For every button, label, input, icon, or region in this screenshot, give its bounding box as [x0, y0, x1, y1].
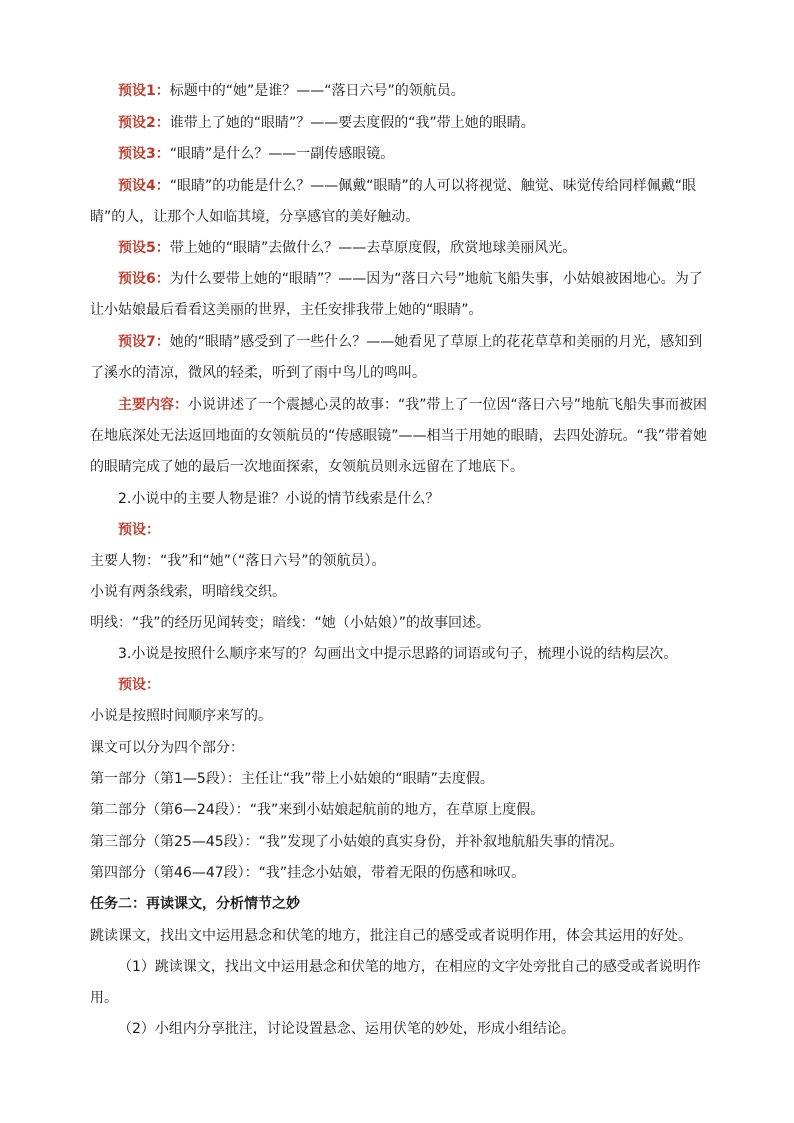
task-2-intro: 跳读课文，找出文中运用悬念和伏笔的地方，批注自己的感受或者说明作用，体会其运用的好处。 [90, 928, 692, 944]
q2-preset-label: 预设： [118, 522, 160, 538]
preset-1 [90, 76, 710, 107]
preset-2 [90, 108, 710, 139]
preset-6 [90, 264, 710, 326]
q3-part-1: 第一部分（第1—5段）：主任让“我”带上小姑娘的“眼睛”去度假。 [90, 771, 494, 787]
preset-label: 预设1： [118, 83, 170, 99]
preset-label: 预设2： [118, 115, 170, 131]
question-3: 3.小说是按照什么顺序来写的？勾画出文中提示思路的词语或句子，梳理小说的结构层次。 [118, 646, 678, 662]
preset-text: 标题中的“她”是谁？——“落日六号”的领航员。 [169, 83, 465, 99]
preset-text: 带上她的“眼睛”去做什么？——去草原度假，欣赏地球美丽风光。 [169, 240, 577, 256]
q2-line-bright-dark: 明线：“我”的经历见闻转变；暗线：“她（小姑娘）”的故事回述。 [90, 615, 491, 631]
preset-7 [90, 327, 710, 389]
preset-text: “眼睛”是什么？——一副传感眼镜。 [169, 146, 395, 162]
preset-4 [90, 171, 710, 233]
q2-line-clues: 小说有两条线索，明暗线交织。 [90, 584, 286, 600]
preset-label: 预设7： [118, 334, 170, 350]
q3-line-four-parts: 课文可以分为四个部分： [90, 740, 244, 756]
preset-label: 预设5： [118, 240, 170, 256]
main-content [90, 390, 710, 483]
preset-text: 为什么要带上她的“眼睛”？——因为“落日六号”地航飞船失事，小姑娘被困地心。为了让小姑娘最后看看这美丽的世界，主任安排我带上她的“眼睛”。 [90, 271, 703, 318]
preset-5 [90, 233, 710, 264]
q2-line-characters: 主要人物：“我”和“她”（“落日六号”的领航员）。 [90, 553, 386, 569]
question-2: 2.小说中的主要人物是谁？小说的情节线索是什么？ [118, 491, 440, 507]
main-content-label: 主要内容： [118, 397, 188, 413]
q3-part-4: 第四部分（第46—47段）：“我”挂念小姑娘，带着无限的伤感和咏叹。 [90, 865, 526, 881]
q3-preset-label: 预设： [118, 677, 160, 693]
preset-3 [90, 139, 710, 170]
preset-text: 她的“眼睛”感受到了一些什么？——她看见了草原上的花花草草和美丽的月光，感知到了溪水的清凉，微风的轻柔，听到了雨中鸟儿的鸣叫。 [90, 334, 703, 381]
task-2-step-2: （2）小组内分享批注，讨论设置悬念、运用伏笔的妙处，形成小组结论。 [118, 1021, 575, 1037]
preset-text: 谁带上了她的“眼睛”？——要去度假的“我”带上她的眼睛。 [169, 115, 535, 131]
preset-label: 预设6： [118, 271, 170, 287]
q3-part-2: 第二部分（第6—24段）：“我”来到小姑娘起航前的地方，在草原上度假。 [90, 802, 545, 818]
task-2-step-1: （1）跳读课文，找出文中运用悬念和伏笔的地方，在相应的文字处旁批自己的感受或者说明作用。 [90, 959, 701, 1006]
main-content-text: 小说讲述了一个震撼心灵的故事：“我”带上了一位因“落日六号”地航飞船失事而被困在地底深处无法返回地面的女领航员的“传感眼镜”——相当于用她的眼睛，去四处游玩。“我”带着她的眼睛完成了她的最后一次地面探索，女领航员则永远留在了地底下。 [90, 397, 708, 475]
preset-text: “眼睛”的功能是什么？——佩戴“眼睛”的人可以将视觉、触觉、味觉传给同样佩戴“眼睛”的人，让那个人如临其境，分享感官的美好触动。 [90, 178, 697, 225]
q3-part-3: 第三部分（第25—45段）：“我”发现了小姑娘的真实身份，并补叙地航船失事的情况。 [90, 834, 624, 850]
q3-line-order: 小说是按照时间顺序来写的。 [90, 708, 272, 724]
task-2-title: 任务二：再读课文，分析情节之妙 [90, 896, 300, 912]
preset-label: 预设3： [118, 146, 170, 162]
preset-label: 预设4： [118, 178, 170, 194]
